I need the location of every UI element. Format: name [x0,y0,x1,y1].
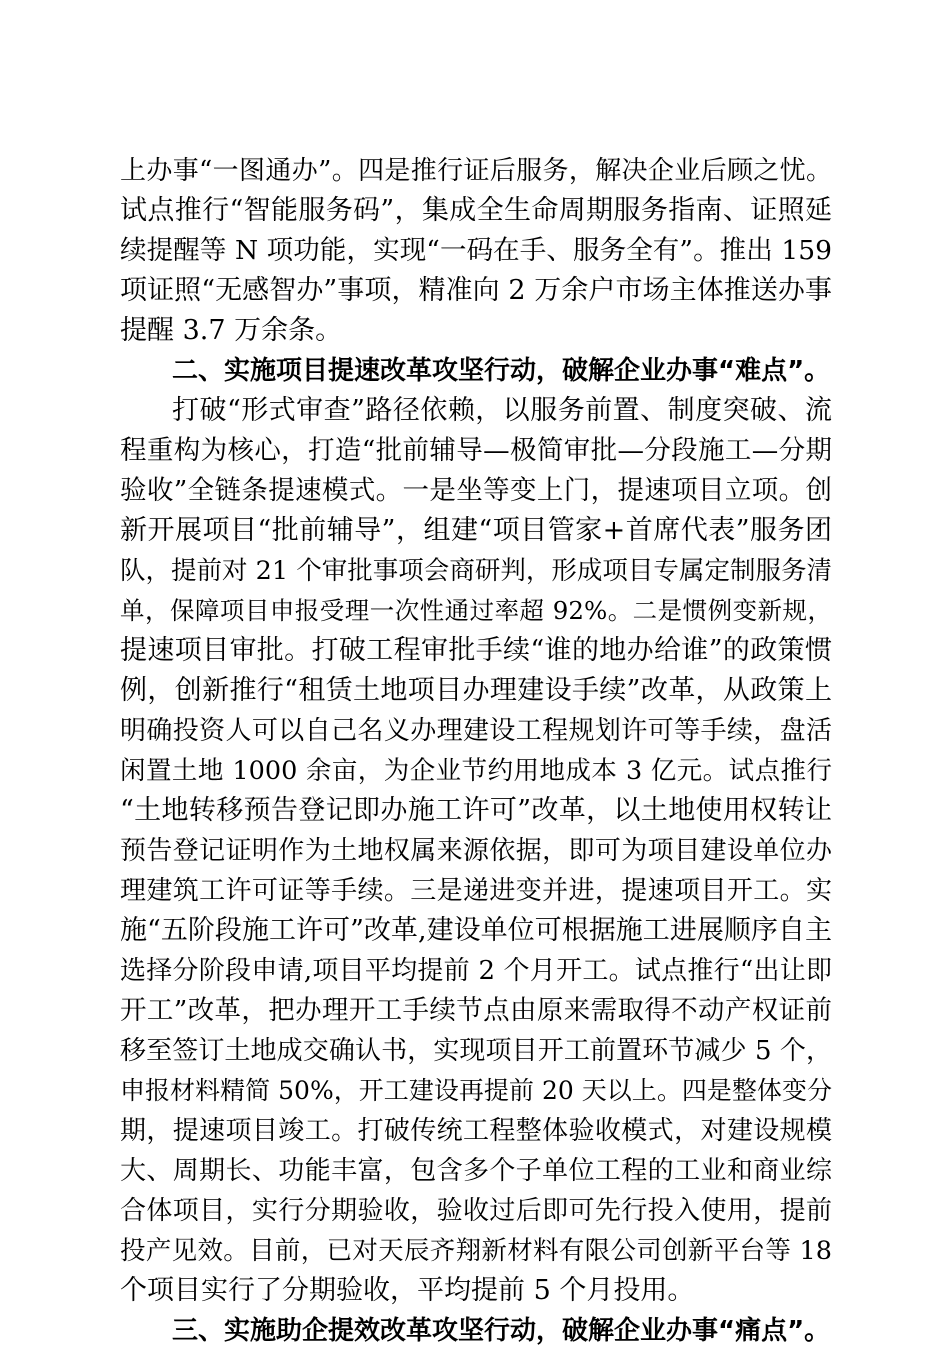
paragraph-line-end: 个项目实行了分期验收，平均提前 5 个月投用。 [120,1275,695,1306]
paragraph-line: 预告登记证明作为土地权属来源依据，即可为项目建设单位办 [120,836,832,866]
paragraph-line: 开工”改革，把办理开工手续节点由原来需取得不动产权证前 [120,995,832,1026]
paragraph-line: 闲置土地 1000 余亩，为企业节约用地成本 3 亿元。试点推行 [120,756,832,786]
paragraph-line: 试点推行“智能服务码”，集成全生命周期服务指南、证照延 [120,195,832,226]
paragraph-first-line: 打破“形式审查”路径依赖，以服务前置、制度突破、流 [172,395,832,426]
paragraph-line: 项证照“无感智办”事项，精准向 2 万余户市场主体推送办事 [120,275,832,306]
section-heading-2: 二、实施项目提速改革攻坚行动，破解企业办事“难点”。 [172,356,831,386]
paragraph-line: 上办事“一图通办”。四是推行证后服务，解决企业后顾之忧。 [120,156,832,186]
paragraph-line: 投产见效。目前，已对天辰齐翔新材料有限公司创新平台等 18 [120,1236,832,1266]
paragraph-line: 续提醒等 N 项功能，实现“一码在手、服务全有”。推出 159 [120,235,832,266]
paragraph-line: 单，保障项目申报受理一次性通过率超 92%。二是惯例变新规， [120,596,832,625]
section-heading-3: 三、实施助企提效改革攻坚行动，破解企业办事“痛点”。 [172,1316,831,1346]
paragraph-line: 期，提速项目竣工。打破传统工程整体验收模式，对建设规模 [120,1116,832,1146]
paragraph-line: 程重构为核心，打造“批前辅导—极简审批—分段施工—分期 [120,435,832,466]
paragraph-line: 明确投资人可以自己名义办理建设工程规划许可等手续，盘活 [120,716,832,746]
paragraph-line: 例，创新推行“租赁土地项目办理建设手续”改革，从政策上 [120,675,832,706]
paragraph-line: 大、周期长、功能丰富，包含多个子单位工程的工业和商业综 [120,1156,832,1186]
paragraph-line: 提速项目审批。打破工程审批手续“谁的地办给谁”的政策惯 [120,635,832,666]
paragraph-line: 申报材料精简 50%，开工建设再提前 20 天以上。四是整体变分 [120,1076,832,1105]
paragraph-line: 移至签订土地成交确认书，实现项目开工前置环节减少 5 个， [120,1036,832,1066]
paragraph-line: 合体项目，实行分期验收，验收过后即可先行投入使用，提前 [120,1196,832,1226]
paragraph-line: 施“五阶段施工许可”改革,建设单位可根据施工进展顺序自主 [120,915,832,946]
paragraph-line: 选择分阶段申请,项目平均提前 2 个月开工。试点推行“出让即 [120,956,832,986]
paragraph-line: 理建筑工许可证等手续。三是递进变并进，提速项目开工。实 [120,876,832,906]
paragraph-line: 新开展项目“批前辅导”，组建“项目管家+首席代表”服务团 [120,515,832,546]
paragraph-line-end: 提醒 3.7 万余条。 [120,315,343,346]
paragraph-line: 验收”全链条提速模式。一是坐等变上门，提速项目立项。创 [120,475,832,506]
paragraph-line: “土地转移预告登记即办施工许可”改革，以土地使用权转让 [120,795,832,826]
paragraph-line: 队，提前对 21 个审批事项会商研判，形成项目专属定制服务清 [120,556,832,586]
